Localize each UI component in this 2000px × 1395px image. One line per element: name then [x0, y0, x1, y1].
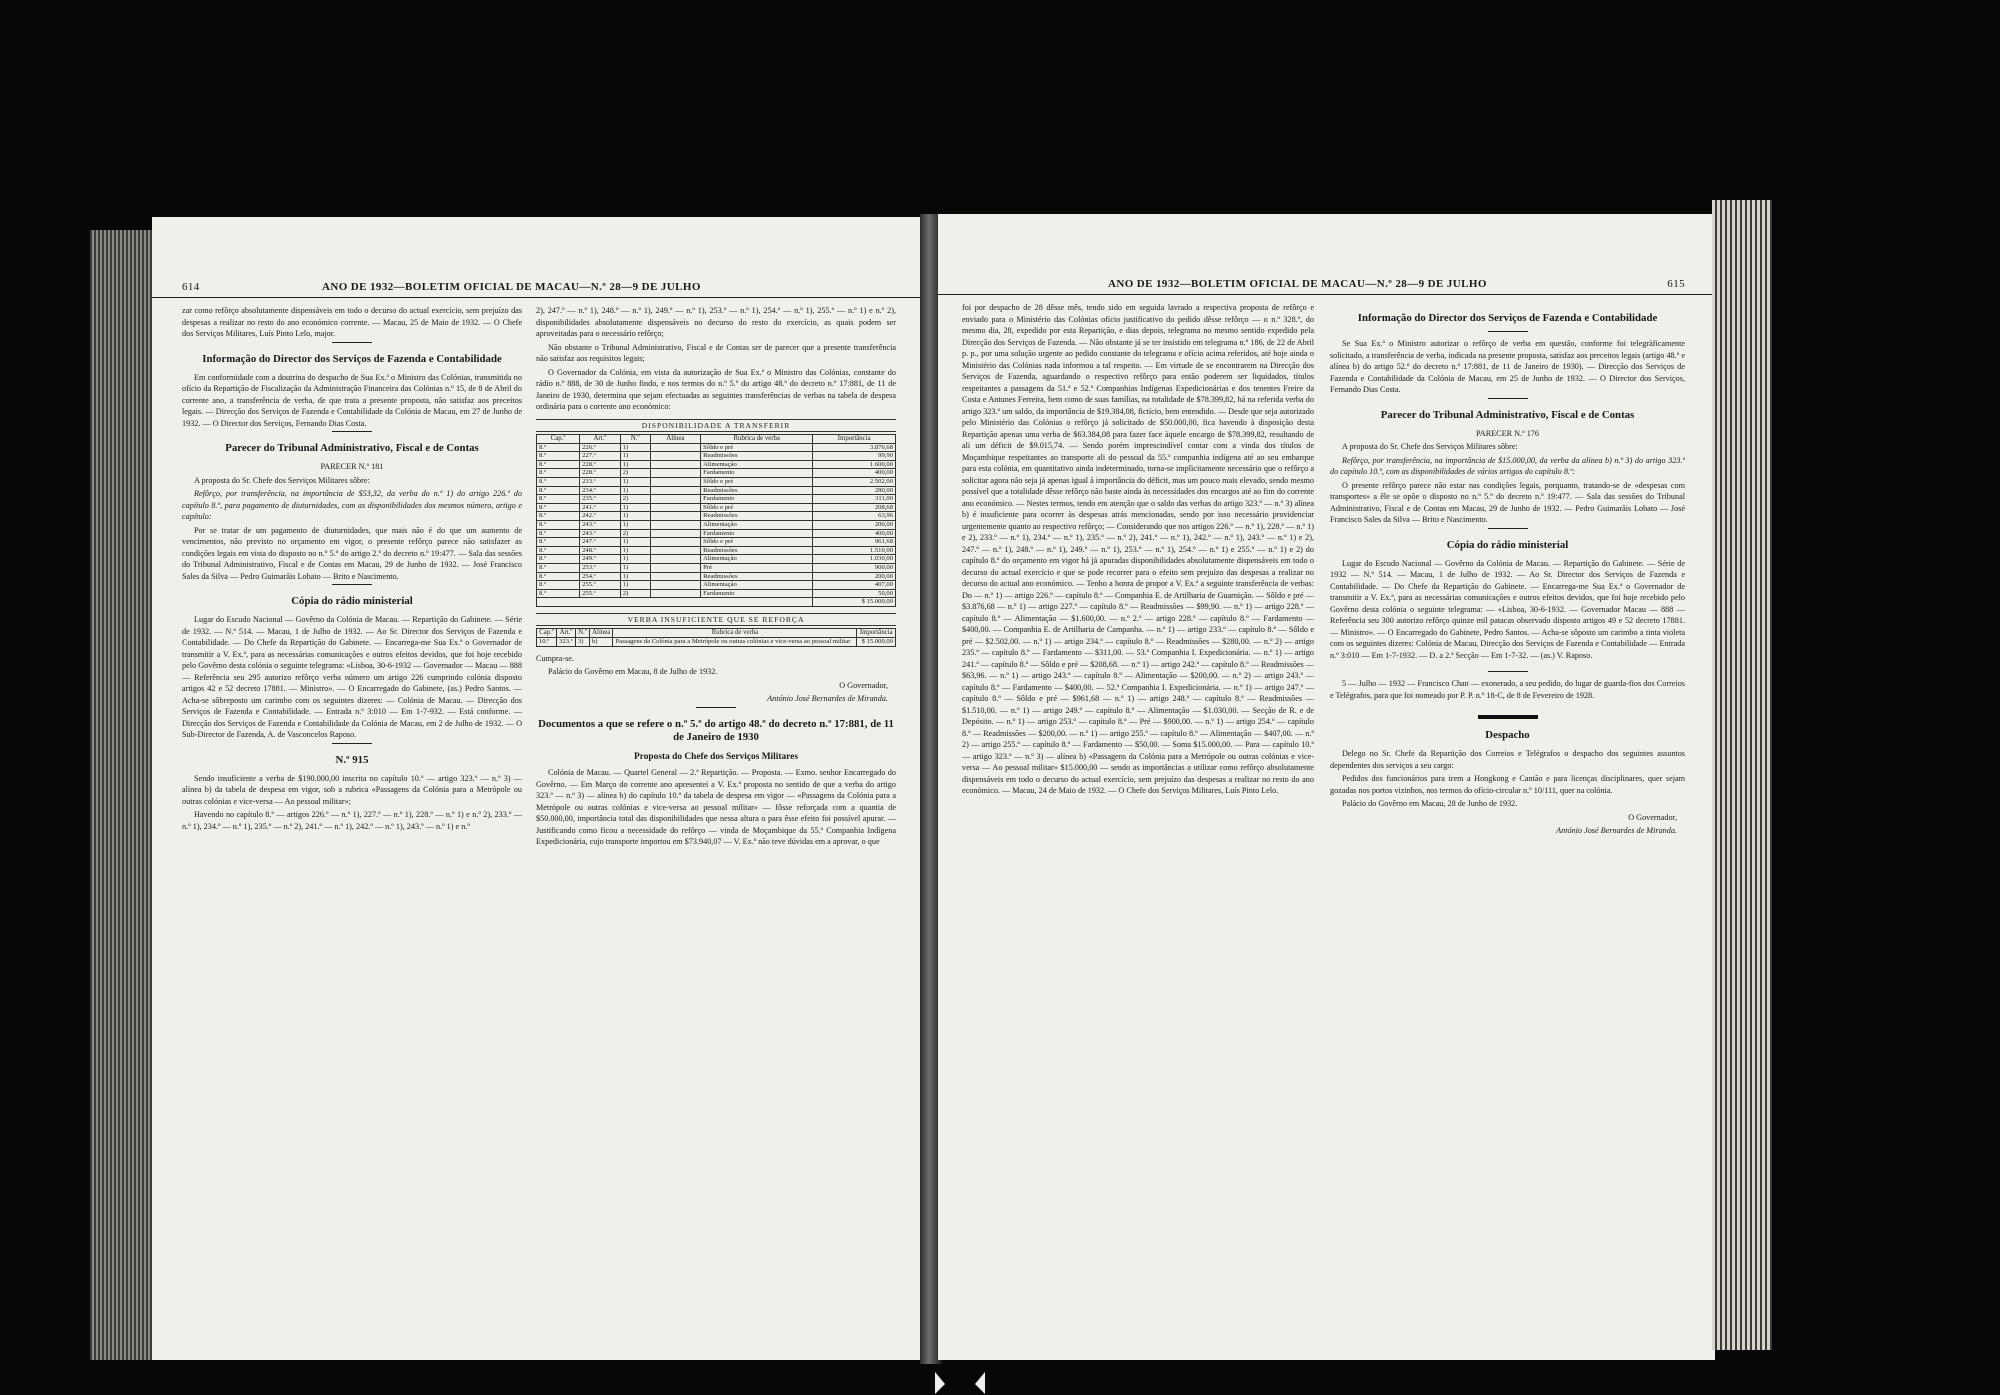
table-cell: 8.º	[537, 581, 580, 590]
table-row	[537, 520, 896, 529]
arrow-marker-icon	[935, 1372, 945, 1394]
table-row	[537, 486, 896, 495]
section-title: N.º 915	[335, 753, 369, 766]
table-cell: Fardamento	[701, 589, 813, 598]
transfer-table	[536, 434, 896, 607]
table-cell: 1)	[620, 555, 650, 564]
paragraph: Não obstante o Tribunal Administrativo, Fiscal e de Contas ser de parecer que a presente transferência não satisfaz aos requisitos legais;	[536, 342, 896, 363]
table-cell: 2)	[620, 589, 650, 598]
table-cell: 1)	[620, 581, 650, 590]
signature-title: O Governador,	[1628, 812, 1677, 822]
paragraph: foi por despacho de 28 dêsse mês, tendo sido em seguida lavrado a respectiva proposta de refôrço e enviado para o Ministério das Colónias ofício justificativo do pedido dêsse refôrço — o n.º 328.º, do mesmo dia, 28, expedido por esta Repartição, e dias depois, telegrama no mesmo sentido expedido pela Direcção dos Serviços de Fazenda. — Não obstante já se ter insistido em telegrama n.º 186, de 22 de Abril p. p., por uma solução urgente ao pedido constante do telegrama e ofício acima referidos, até hoje ainda o Ministério das Colónias nada informou a tal respeito. — Em virtude de se encontrarem na Direcção dos Serviços de Fazenda, aguardando o respectivo refôrço para então poderem ser liquidados, títulos respeitantes a passagens da 51.ª e 52.ª Companhias Indígenas Expedicionárias e dos tenentes Freire da Costa e Antunes Ferreira, bem como de suas famílias, na totalidade de $78.399,82, há na referida verba do artigo 323.º um saldo, da importância de $19.384,08, fictício, bem entendido. — Desde que seja autorizado pelo Ministério das Colónias o refôrço já solicitado de $50.000,00, fica havendo à disposição desta Repartição apenas uma verba de $63.384,08 para fazer face àquele encargo de $78.399,82, resultando de ali um déficit de $9.015,74. — Sendo porém imprescindível contar com a vinda dos títulos de Moçambique respeitantes ao transporte ali do pessoal da 55.ª companhia indígena até ao seu embarque para esta colónia, em quantitativo ainda indeterminado, torna-se implìcitamente necessário que o refôrço a solicitar agora não seja já apenas igual à importância do déficit, mas um pouco mais elevado, sendo mesmo possível que a totalidade dêsse refôrço não baste ainda às necessidades dos encargos até ao fim do corrente ano económico. — Nestes termos, tendo em atenção que o saldo das verbas do artigo 323.º — n.º 3) alínea b) é insuficiente para ocorrer às despesas atrás mencionadas, sendo por isso necessário providenciar urgentemente quanto ao respectivo refôrço; — Considerando que nos artigos 226.º — n.º 1), 228.º — n.º 1) e 2), 233.º — n.º 1), 234.º — n.º 1), 235.º — n.º 2), 241.º — n.º 1), 242.º — n.º 1), 243.º — n.º 1) e 2), 247.º — n.º 1), 248.º — n.º 1), 249.º — n.º 1), 253.º — n.º 1), 254.º — n.º 1) e 255.º — n.º 1) e 2) do capítulo 8.º do orçamento em vigor há já apuradas disponibilidades absolutamente dispensáveis em todo o decurso do actual exercício e que se pode recorrer para o efeito sem prejuízo das despesas a realizar no decurso do actual ano económico. — Tenho a honra de propor a V. Ex.ª a seguinte transferência de verbas: Do — n.º 1) — artigo 226.º — capítulo 8.º — Companhia E. de Artilharia de Guarnição. — Sôldo e pré — $3.876,68 — n.º 1) — artigo 227.º — capítulo 8.º — Readmissões — $99,90. — n.º 1) — artigo 228.º — capítulo 8.º — Alimentação — $1.600,00. — n.º 2.º — artigo 228.º — capítulo 8.º — Fardamento — $400,00. — Companhia E. de Artilharia de Campanha. — n.º 1) — artigo 233.º — capítulo 8.º — Sôldo e pré — $2.502,00. — n.º 1) — artigo 234.º — capítulo 8.º — Readmissões — $280,00. — n.º 2) — artigo 235.º — capítulo 8.º — Fardamento — $311,00. — 53.ª Companhia I. Expedicionária. — n.º 1) — artigo 241.º — capítulo 8.º — Sôldo e pré — $208,68. — n.º 1) — artigo 242.º — capítulo 8.º — Readmissões — $63,96. — n.º 1) — artigo 243.º — capítulo 8.º — Alimentação — $200,00. — n.º 2) — artigo 243.º — capítulo 8.º — Fardamento — $400,00. — 52.ª Companhia I. Expedicionária. — n.º 1) — artigo 247.º — capítulo 8.º — Sôldo e pré — $961,68 — n.º 1) — artigo 248.º — capítulo 8.º — Readmissões — $1.510,00. — n.º 1) — artigo 249.º — capítulo 8.º — Alimentação — $1.030,00. — Secção de R. e de Depósito. — n.º 1) — artigo 253.º — capítulo 8.º — Pré — $900,00. — n.º 1) — artigo 254.º — capítulo 8.º — Readmissões — $200,00. — n.º 1) — artigo 255.º — capítulo 8.º — Alimentação — $407,00. — n.º 2) — artigo 255.º — capítulo 8.º — Fardamento — $50,00. — Soma $15.000,00. — Para — capítulo 10.º — artigo 323.º — n.º 3) — alínea b) «Passagens da Colónia para a Metrópole ou outras colónias e vice-versa — Ao pessoal militar» $15.000,00 — sendo as importâncias a utilizar como refôrço absolutamente dispensáveis em todo o decurso do actual exercício, sem prejuízo das despesas a realizar no resto do ano económico. — Macau, 24 de Maio de 1932. — O Chefe dos Serviços Militares, Luís Pinto Lelo.	[962, 303, 1314, 795]
paragraph: A proposta do Sr. Chefe dos Serviços Militares sôbre:	[1342, 442, 1518, 451]
divider	[1488, 671, 1528, 672]
table-cell: 1.510,00	[813, 546, 896, 555]
paragraph: O presente refôrço parece não estar nas condições legais, porquanto, tratando-se de «despesas com transportes» a êle se opõe o disposto no n.º 5.º do decreto n.º 19:477. — Sala das sessões do Tribunal Administrativo, Fiscal e de Contas em Macau, 29 de Junho de 1932. — Pedro Guimarãis Lobato — José Francisco Sales da Silva — Brito e Nascimento.	[1330, 480, 1685, 524]
table-cell	[537, 598, 813, 607]
paragraph: O Governador da Colónia, em vista da autorização de Sua Ex.ª o Ministro das Colónias, constante do rádio n.º 888, de 30 de Junho findo, e nos termos do n.º 5.º do artigo 48.º do decreto n.º 17:881, de 11 de Janeiro de 1930, determina que sejam efectuadas as seguintes transferências de verbas na tabela de despesa ordinária para o corrente ano económico:	[536, 367, 896, 411]
table-cell: 323.º	[557, 637, 576, 646]
table-cell: Alimentação	[701, 520, 813, 529]
table-cell: 1)	[620, 460, 650, 469]
table-cell: 249.º	[580, 555, 621, 564]
divider	[332, 743, 372, 744]
table-cell: 8.º	[537, 512, 580, 521]
table-header-cell: Alínea	[589, 629, 613, 638]
table-cell: 8.º	[537, 460, 580, 469]
paragraph: Lugar do Escudo Nacional — Govêrno da Colónia de Macau. — Repartição do Gabinete. — Série de 1932. — N.º 514. — Macau, 1 de Julho de 1932. — Ao Sr. Director dos Serviços de Fazenda e Contabilidade. — Do Chefe da Repartição do Gabinete. — Encarrega-me Sua Ex.ª o Governador de transmitir a V. Ex.ª, para as necessárias comunicações e outros efeitos devidos, que foi hoje recebido pelo Govêrno desta colónia o seguinte telegrama: «Lisboa, 30-6-1932 — Governador — Macau — 888 — Referência seu 295 autorizo refôrço verba número um artigo 226 cumprindo colónia disposto artigos 42 e 52 decreto 17881. — Ministro». — O Encarregado do Gabinete, (as.) Pedro Santos. — Acha-se sôbreposto um carimbo com os seguintes dizeres: — Colónia de Macau. — Direcção dos Serviços de Fazenda e Contabilidade. — Entrada n.º 3:010 — Em 1-7-932. — Está conforme. — Direcção dos Serviços de Fazenda e Contabilidade da Colónia de Macau, em 2 de Julho de 1932. — O Sub-Director de Fazenda, A. de Vasconcelos Raposo.	[182, 615, 522, 739]
table-cell: 8.º	[537, 546, 580, 555]
paragraph: Se Sua Ex.ª o Ministro autorizar o refôrço de verba em questão, conforme foi telegràficamente solicitado, a transferência de verba, indicada na presente proposta, satisfaz aos preceitos legais (artigo 48.º e alínea b) do artigo 52.º do decreto n.º 17:881, de 11 de Janeiro de 1930). — Direcção dos Serviços de Fazenda e Contabilidade da Colónia de Macau, em 25 de Junho de 1932. — O Director dos Serviços, Fernando Dias Costa.	[1330, 339, 1685, 394]
right-column-2	[1330, 302, 1685, 1342]
table-cell: 8.º	[537, 452, 580, 461]
signature-name	[536, 693, 888, 705]
table-cell: 407,00	[813, 581, 896, 590]
table-cell: 228.º	[580, 469, 621, 478]
table-body	[537, 443, 896, 598]
table-row	[537, 443, 896, 452]
divider	[332, 431, 372, 432]
paragraph: Havendo no capítulo 8.º — artigos 226.º — n.º 1), 227.º — n.º 1), 228.º — n.º 1) e n.º 2), 233.º — n.º 1), 234.º — n.º 1), 235.º — n.º 2), 241.º — n.º 1), 242.º — n.º 1), 243.º — n.º 1) e n.º	[182, 810, 522, 831]
table-cell: 226.º	[580, 443, 621, 452]
table-cell: 8.º	[537, 469, 580, 478]
table-cell: $ 15.000,00	[857, 637, 896, 646]
table-header-row	[537, 435, 896, 444]
parecer-number: PARECER N.º 176	[1476, 428, 1539, 438]
page-number: 614	[182, 281, 200, 293]
table-cell: 8.º	[537, 520, 580, 529]
table-cell: 280,00	[813, 486, 896, 495]
table-cell: 8.º	[537, 572, 580, 581]
table-cell: 8.º	[537, 538, 580, 547]
table-row	[537, 529, 896, 538]
page-header-left	[152, 281, 925, 298]
table-cell: 1)	[620, 477, 650, 486]
page-header-right	[938, 278, 1715, 295]
table-row	[537, 538, 896, 547]
table-header-cell: Rubrica de verba	[613, 629, 857, 638]
table-row	[537, 452, 896, 461]
table-header-cell: Art.º	[557, 629, 576, 638]
signature-name	[1330, 825, 1677, 837]
table-cell: Sôldo e pré	[701, 538, 813, 547]
table-cell	[650, 572, 700, 581]
table-cell: 8.º	[537, 555, 580, 564]
table-cell: 241.º	[580, 503, 621, 512]
table-cell: 8.º	[537, 563, 580, 572]
table-cell: 1)	[620, 452, 650, 461]
section-title: Parecer do Tribunal Administrativo, Fiscal e de Contas	[1380, 408, 1635, 421]
table-cell: 254.º	[580, 572, 621, 581]
divider	[1488, 528, 1528, 529]
table-cell: 8.º	[537, 495, 580, 504]
table-header-row	[537, 629, 896, 638]
table-cell: 10.º	[537, 637, 557, 646]
divider	[1488, 398, 1528, 399]
page-left	[152, 217, 925, 1360]
paragraph: 2), 247.º — n.º 1), 248.º — n.º 1), 249.º — n.º 1), 253.º — n.º 1), 254.º — n.º 1), 255.º — n.º 1) e n.º 2), disponibilidades absolutamente dispensáveis no decurso do resto do exercício, as quais podem ser aproveitadas para o necessário refôrço;	[536, 306, 896, 338]
table-cell: 900,00	[813, 563, 896, 572]
table-body	[537, 637, 896, 646]
table-cell: Fardamento	[701, 469, 813, 478]
table-cell	[650, 529, 700, 538]
table-cell: 242.º	[580, 512, 621, 521]
table-cell: 1)	[620, 538, 650, 547]
table-cell: Sôldo e pré	[701, 477, 813, 486]
left-column-2	[536, 305, 896, 1342]
table-cell: 8.º	[537, 486, 580, 495]
table-cell: 1)	[620, 572, 650, 581]
table-cell: 400,00	[813, 529, 896, 538]
table-cell: Alimentação	[701, 460, 813, 469]
section-title: Informação do Director dos Serviços de Fazenda e Contabilidade	[202, 352, 502, 365]
paragraph-italic	[182, 488, 522, 523]
table-cell	[650, 460, 700, 469]
left-column-1	[182, 305, 522, 1342]
table-cell	[650, 555, 700, 564]
table-row	[537, 477, 896, 486]
page-number: 615	[1667, 278, 1685, 290]
table-header-cell: Cap.º	[537, 629, 557, 638]
running-head: ANO DE 1932—BOLETIM OFICIAL DE MACAU—N.º 28—9 DE JULHO	[322, 281, 701, 293]
table-cell: 2)	[620, 529, 650, 538]
paragraph: Sendo insuficiente a verba de $190.000,00 inscrita no capítulo 10.º — artigo 323.º — n.º 3) — alínea b) da tabela de despesa em vigor, sob a rubrica «Passagens da Colónia para a Metrópole ou outras colónias e vice-versa — Ao pessoal militar»;	[182, 773, 522, 806]
table-row	[537, 589, 896, 598]
table-header-cell: Art.º	[580, 435, 621, 444]
table-cell	[650, 589, 700, 598]
table-cell: Readmissões	[701, 546, 813, 555]
table-cell: 248.º	[580, 546, 621, 555]
quote: Refôrço, por transferência, na importância de $15.000,00, da verba da alínea b) n.º 3) do artigo 323.º do capítulo 10.º, com as disponibilidades de vários artigos do capítulo 8.º:	[1330, 455, 1685, 476]
table-header-cell: N.º	[620, 435, 650, 444]
table-cell	[650, 581, 700, 590]
table-cell: Fardamento	[701, 495, 813, 504]
table-cell: 253.º	[580, 563, 621, 572]
table-cell: 227.º	[580, 452, 621, 461]
table-row	[537, 581, 896, 590]
arrow-marker-icon	[975, 1372, 985, 1394]
table-cell: 235.º	[580, 495, 621, 504]
table-cell: Fardamento	[701, 529, 813, 538]
signature-title: O Governador,	[839, 680, 888, 690]
table-cell	[650, 469, 700, 478]
table-cell: 233.º	[580, 477, 621, 486]
table-cell	[650, 452, 700, 461]
table-cell	[650, 495, 700, 504]
paragraph: Em conformidade com a doutrina do despacho de Sua Ex.ª o Ministro das Colónias, transmitida no ofício da Repartição de Fiscalização da Administração Financeira das Colónias n.º 15, de 8 de Abril do corrente ano, a transferência de verba, de que trata a presente proposta, não satisfaz aos preceitos legais. — Direcção dos Serviços de Fazenda e Contabilidade da Colónia de Macau, em 27 de Junho de 1932. — O Director dos Serviços, Fernando Dias Costa.	[182, 372, 522, 428]
table-cell: 208,68	[813, 503, 896, 512]
table-header-cell: N.º	[576, 629, 590, 638]
table-row	[537, 469, 896, 478]
section-title: Cópia do rádio ministerial	[1446, 538, 1569, 551]
table-total: $ 15.000,00	[813, 598, 896, 607]
section-title: Despacho	[1485, 729, 1530, 741]
table-cell: 234.º	[580, 486, 621, 495]
table-cell: 1)	[620, 546, 650, 555]
table-cell: 1)	[620, 486, 650, 495]
table-caption: VERBA INSUFICIENTE QUE SE REFORÇA	[536, 613, 896, 627]
table-cell: Alimentação	[701, 555, 813, 564]
table-cell: 228.º	[580, 460, 621, 469]
paragraph: Delego no Sr. Chefe da Repartição dos Correios e Telégrafos o despacho dos seguintes assuntos dependentes dos serviços a seu cargo:	[1330, 749, 1685, 770]
paragraph: Palácio do Govêrno em Macau, 8 de Julho de 1932.	[548, 667, 718, 677]
table-cell: 2)	[620, 495, 650, 504]
table-cell: Passagens da Colónia para a Metrópole ou outras colónias e vice-versa ao pessoal militar	[613, 637, 857, 646]
table-header-cell: Importância	[813, 435, 896, 444]
table-cell: 1)	[620, 443, 650, 452]
paragraph: zar como refôrço absolutamente dispensáveis em todo o decurso do actual exercício, sem prejuízo das despesas a realizar no resto do ano económico corrente. — Macau, 25 de Maio de 1932. — O Chefe dos Serviços Militares, Luís Pinto Lelo, major.	[182, 306, 522, 338]
table-cell: 3)	[576, 637, 590, 646]
right-column-1	[962, 302, 1314, 1342]
table-cell: Readmissões	[701, 572, 813, 581]
paragraph: Por se tratar de um pagamento de diuturnidades, que mais não é do que um aumento de vencimentos, não previsto no orçamento em vigor, o presente refôrço parece não satisfazer as condições legais em vista do disposto no n.º 5.º do artigo 2.º do decreto n.º 19:477. — Sala das sessões do Tribunal Administrativo, Fiscal e de Contas em Macau, 29 de Junho de 1932. — José Francisco Sales da Silva — Pedro Guimarãis Lobato — Brito e Nascimento.	[182, 525, 522, 581]
table-cell	[650, 477, 700, 486]
table-cell: 243.º	[580, 520, 621, 529]
table-cell: Readmissões	[701, 512, 813, 521]
table-row	[537, 572, 896, 581]
table-cell: 1)	[620, 520, 650, 529]
table-cell: 1)	[620, 503, 650, 512]
table-cell: Readmissões	[701, 486, 813, 495]
table-header-cell: Alínea	[650, 435, 700, 444]
table-row	[537, 495, 896, 504]
table-cell: 1)	[620, 563, 650, 572]
table-total-row	[537, 598, 896, 607]
right-page-edges	[1712, 200, 1772, 1350]
paragraph: Colónia de Macau. — Quartel General — 2.ª Repartição. — Proposta. — Exmo. senhor Encarregado do Govêrno. — Em Março do corrente ano apresentei a V. Ex.ª proposta no sentido de que a verba do artigo 323.º — n.º 3) — alínea b) do capítulo 10.º da tabela de despesa em vigor — «Passagens da Colónia para a Metrópole ou outras colónias e vice-versa ao pessoal militar» — fôsse reforçada com a quantia de $50.000,00, importância total das disponibilidades que nessa altura o para êsse efeito foi possível apurar. — Justificando como ficou a necessidade do refôrço — vinda de Moçambique da 55.ª Companhia Indígena Expedicionária, cujo transporte importou em $73.940,07 — V. Ex.ª não teve dúvidas em a aprovar, o que	[536, 768, 896, 847]
paragraph: Palácio do Govêrno em Macau, 28 de Junho de 1932.	[1342, 799, 1518, 808]
left-page-edges	[90, 230, 152, 1360]
signature-text: António José Bernardes de Miranda.	[767, 694, 888, 704]
table-cell: 8.º	[537, 529, 580, 538]
table-cell: 243.º	[580, 529, 621, 538]
table-cell: Sôldo e pré	[701, 503, 813, 512]
table-row	[537, 503, 896, 512]
table-header-cell: Cap.º	[537, 435, 580, 444]
quote: Refôrço, por transferência, na importância de $53,32, da verba do n.º 1) do artigo 226.º do capítulo 8.º, para pagamento de diuturnidades, com as disponibilidades dos mesmos número, artigo e capítulo:	[182, 489, 522, 521]
paragraph: Pedidos dos funcionários para irem a Hongkong e Cantão e para licenças disciplinares, quer sejam gozadas nos portos vizinhos, nos termos do ofício-circular n.º 10/111, quer na colónia.	[1330, 774, 1685, 795]
table-cell: 63,96	[813, 512, 896, 521]
section-title: Documentos a que se refere o n.º 5.º do artigo 48.º do decreto n.º 17:881, de 11 de Janeiro de 1930	[538, 717, 894, 743]
table-row	[537, 555, 896, 564]
thick-rule	[1478, 715, 1538, 719]
page-right	[938, 214, 1715, 1360]
table-cell: 99,90	[813, 452, 896, 461]
table-row	[537, 460, 896, 469]
section-title: Parecer do Tribunal Administrativo, Fiscal e de Contas	[225, 442, 479, 454]
table-cell: 255.º	[580, 589, 621, 598]
table-cell: 50,00	[813, 589, 896, 598]
signature-text: António José Bernardes de Miranda.	[1556, 826, 1677, 835]
table-cell: 8.º	[537, 443, 580, 452]
table-cell: 200,00	[813, 520, 896, 529]
table-cell: 311,00	[813, 495, 896, 504]
table-cell: 400,00	[813, 469, 896, 478]
table-cell	[650, 546, 700, 555]
table-caption: DISPONIBILIDADE A TRANSFERIR	[536, 419, 896, 433]
table-cell: 200,00	[813, 572, 896, 581]
table-cell: Alimentação	[701, 581, 813, 590]
running-head: ANO DE 1932—BOLETIM OFICIAL DE MACAU—N.º 28—9 DE JULHO	[1108, 278, 1487, 290]
table-cell: 247.º	[580, 538, 621, 547]
table-cell	[650, 538, 700, 547]
table-cell	[650, 520, 700, 529]
section-title: Informação do Director dos Serviços de Fazenda e Contabilidade	[1357, 312, 1658, 324]
table-cell: 8.º	[537, 477, 580, 486]
table-cell: Pré	[701, 563, 813, 572]
table-row	[537, 637, 896, 646]
paragraph: Cumpra-se.	[536, 653, 574, 663]
reinforce-table	[536, 628, 896, 646]
table-cell: 255.º	[580, 581, 621, 590]
table-header-cell: Importância	[857, 629, 896, 638]
table-cell: 961,68	[813, 538, 896, 547]
table-row	[537, 563, 896, 572]
paragraph: 5 — Julho — 1932 — Francisco Chan — exonerado, a seu pedido, do lugar de guarda-fios dos Correios e Telégrafos, para que foi nomeado por P. P. n.º 18-C, de 8 de Fevereiro de 1928.	[1330, 679, 1685, 700]
table-cell: Readmissões	[701, 452, 813, 461]
scan-bottom-marks	[0, 1370, 2000, 1395]
table-cell: Sôldo e pré	[701, 443, 813, 452]
table-header-cell: Rubrica de verba	[701, 435, 813, 444]
section-title: Cópia do rádio ministerial	[291, 595, 413, 607]
paragraph: A proposta do Sr. Chefe dos Serviços Militares sôbre:	[194, 475, 370, 485]
divider	[696, 707, 736, 708]
parecer-number: PARECER N.º 181	[320, 462, 384, 471]
table-cell: 8.º	[537, 503, 580, 512]
table-cell	[650, 563, 700, 572]
table-cell: b)	[589, 637, 613, 646]
divider	[332, 584, 372, 585]
table-cell: 1.030,00	[813, 555, 896, 564]
table-row	[537, 546, 896, 555]
paragraph: Lugar do Escudo Nacional — Govêrno da Colónia de Macau. — Repartição do Gabinete. — Série de 1932 — N.º 514. — Macau, 1 de Julho de 1932. — Ao Sr. Director dos Serviços de Fazenda e Contabilidade. — Do Chefe da Repartição do Gabinete. — Encarrega-me Sua Ex.ª o Governador de transmitir a V. Ex.ª, para as necessárias comunicações e outros efeitos devidos, que foi hoje recebido pelo Govêrno desta colónia o seguinte telegrama: — «Lisboa, 30-6-1932. — Governador Macau — 888 — Referência seu 300 autorizo refôrço quinze mil patacas observado disposto artigos 49 e 52 decreto 17881. — Ministro». — O Encarregado do Gabinete, Pedro Santos. — Acha-se sôposto um carimbo a tinta violeta com os seguintes dizeres: Colónia de Macau, Direcção dos Serviços de Fazenda e Contabilidade — Entrada n.º 3:010 — Em 1-7-1932. — D. a 2.ª Secção — Em 1-7-32. — (as.) V. Raposo.	[1330, 558, 1685, 660]
divider	[1488, 331, 1528, 332]
table-cell	[650, 443, 700, 452]
subsection-title: Proposta do Chefe dos Serviços Militares	[634, 751, 798, 762]
table-cell: 3.876,68	[813, 443, 896, 452]
table-cell	[650, 512, 700, 521]
table-row	[537, 512, 896, 521]
table-cell	[650, 503, 700, 512]
table-cell: 8.º	[537, 589, 580, 598]
paragraph-italic	[1330, 455, 1685, 478]
table-cell: 1.600,00	[813, 460, 896, 469]
divider	[332, 342, 372, 343]
table-cell: 2)	[620, 469, 650, 478]
table-cell	[650, 486, 700, 495]
table-cell: 1)	[620, 512, 650, 521]
table-cell: 2.502,00	[813, 477, 896, 486]
